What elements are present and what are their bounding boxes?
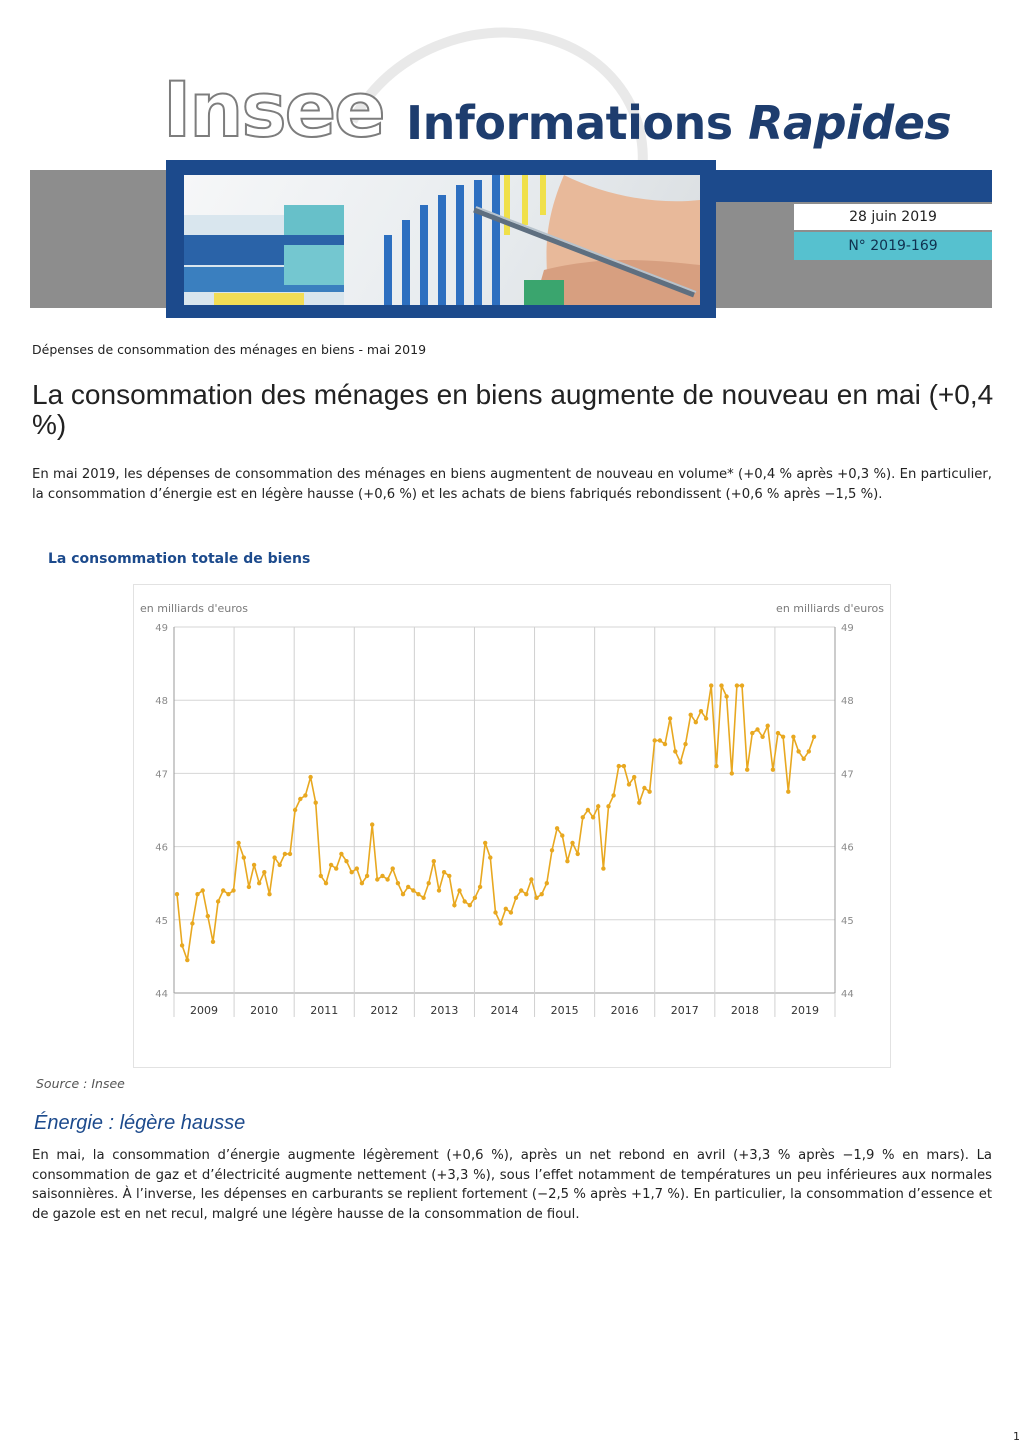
x-tick-label: 2011: [310, 1004, 339, 1017]
chart-source: Source : Insee: [36, 1076, 125, 1091]
data-point: [236, 841, 240, 845]
data-point: [242, 855, 246, 859]
data-point: [709, 683, 713, 687]
y-tick-label-right: 44: [841, 989, 854, 1000]
data-point: [175, 892, 179, 896]
data-point: [447, 874, 451, 878]
data-point: [298, 797, 302, 801]
data-point: [673, 749, 677, 753]
data-point: [642, 786, 646, 790]
data-point: [786, 790, 790, 794]
data-point: [442, 870, 446, 874]
data-point: [201, 888, 205, 892]
data-point: [391, 866, 395, 870]
y-axis-label-right: en milliards d'euros: [776, 602, 884, 615]
y-tick-label-left: 49: [155, 623, 168, 634]
data-point: [324, 881, 328, 885]
data-point: [452, 903, 456, 907]
data-point: [288, 852, 292, 856]
data-point: [221, 888, 225, 892]
data-point: [463, 899, 467, 903]
data-point: [647, 790, 651, 794]
data-point: [252, 863, 256, 867]
data-point: [468, 903, 472, 907]
x-tick-label: 2013: [430, 1004, 459, 1017]
data-point: [231, 888, 235, 892]
data-point: [740, 683, 744, 687]
data-point: [211, 940, 215, 944]
data-point: [416, 892, 420, 896]
data-point: [766, 724, 770, 728]
data-point: [555, 826, 559, 830]
series-line: [177, 686, 814, 961]
data-point: [267, 892, 271, 896]
data-point: [627, 782, 631, 786]
publication-date: 28 juin 2019: [794, 204, 992, 230]
data-point: [385, 877, 389, 881]
data-point: [365, 874, 369, 878]
data-point: [216, 899, 220, 903]
chart-series: [175, 683, 816, 962]
data-point: [750, 731, 754, 735]
x-tick-label: 2009: [190, 1004, 219, 1017]
data-point: [509, 910, 513, 914]
data-point: [483, 841, 487, 845]
data-point: [586, 808, 590, 812]
data-point: [278, 863, 282, 867]
data-point: [576, 852, 580, 856]
data-point: [791, 735, 795, 739]
data-point: [493, 910, 497, 914]
data-point: [637, 801, 641, 805]
x-tick-label: 2017: [670, 1004, 699, 1017]
header-photo: [184, 175, 700, 305]
data-point: [730, 771, 734, 775]
data-point: [606, 804, 610, 808]
data-point: [683, 742, 687, 746]
data-point: [360, 881, 364, 885]
data-point: [457, 888, 461, 892]
data-point: [180, 943, 184, 947]
data-point: [611, 793, 615, 797]
x-tick-label: 2012: [370, 1004, 399, 1017]
data-point: [185, 958, 189, 962]
y-axis-label-left: en milliards d'euros: [140, 602, 248, 615]
y-tick-label-right: 45: [841, 915, 854, 927]
data-point: [519, 888, 523, 892]
data-point: [308, 775, 312, 779]
data-point: [581, 815, 585, 819]
data-point: [776, 731, 780, 735]
chart-ticks: [155, 623, 853, 1017]
data-point: [206, 914, 210, 918]
data-point: [658, 738, 662, 742]
insee-logo: Insee: [163, 65, 384, 154]
y-tick-label-right: 48: [841, 696, 854, 708]
data-point: [622, 764, 626, 768]
data-point: [760, 735, 764, 739]
data-point: [678, 760, 682, 764]
y-tick-label-left: 45: [155, 915, 168, 927]
data-point: [195, 892, 199, 896]
lead-paragraph: En mai 2019, les dépenses de consommation des ménages en biens augmentent de nouveau en volume* (+0,4 % après +0,3 %). En particulier, la consommation d’énergie est en légère hausse (+0,6 %) et les achats de biens fabriqués rebondissent (+0,6 % après −1,5 %).: [32, 467, 992, 502]
publication-title-regular: Informations: [406, 96, 733, 150]
publication-title-italic: Rapides: [748, 96, 952, 150]
chart-container: [133, 584, 891, 1068]
data-point: [257, 881, 261, 885]
data-point: [355, 866, 359, 870]
data-point: [262, 870, 266, 874]
data-point: [745, 768, 749, 772]
data-point: [601, 866, 605, 870]
publication-number: N° 2019-169: [794, 232, 992, 260]
data-point: [350, 870, 354, 874]
data-point: [272, 855, 276, 859]
chart-title: La consommation totale de biens: [48, 551, 311, 567]
data-point: [401, 892, 405, 896]
publication-title: [406, 96, 952, 150]
data-point: [560, 833, 564, 837]
data-point: [534, 896, 538, 900]
x-tick-label: 2010: [250, 1004, 279, 1017]
x-tick-label: 2014: [490, 1004, 519, 1017]
data-point: [591, 815, 595, 819]
data-point: [421, 896, 425, 900]
data-point: [529, 877, 533, 881]
data-point: [719, 683, 723, 687]
data-point: [226, 892, 230, 896]
data-point: [247, 885, 251, 889]
data-point: [781, 735, 785, 739]
data-point: [293, 808, 297, 812]
kicker: Dépenses de consommation des ménages en biens - mai 2019: [32, 342, 427, 357]
page-number: 1: [1013, 1430, 1020, 1443]
consumption-line-chart: [134, 585, 890, 1067]
data-point: [303, 793, 307, 797]
data-point: [663, 742, 667, 746]
data-point: [617, 764, 621, 768]
data-point: [427, 881, 431, 885]
data-point: [796, 749, 800, 753]
data-point: [771, 768, 775, 772]
data-point: [514, 896, 518, 900]
data-point: [807, 749, 811, 753]
data-point: [406, 885, 410, 889]
data-point: [565, 859, 569, 863]
data-point: [190, 921, 194, 925]
data-point: [314, 801, 318, 805]
data-point: [812, 735, 816, 739]
y-tick-label-right: 47: [841, 769, 854, 781]
data-point: [283, 852, 287, 856]
x-tick-label: 2018: [730, 1004, 759, 1017]
data-point: [437, 888, 441, 892]
x-tick-label: 2015: [550, 1004, 579, 1017]
data-point: [319, 874, 323, 878]
section-title: Énergie : légère hausse: [34, 1112, 246, 1134]
data-point: [375, 877, 379, 881]
data-point: [550, 848, 554, 852]
data-point: [339, 852, 343, 856]
data-point: [668, 716, 672, 720]
y-tick-label-right: 49: [841, 623, 854, 634]
data-point: [380, 874, 384, 878]
data-point: [498, 921, 502, 925]
y-tick-label-left: 44: [155, 989, 168, 1000]
section-body: En mai, la consommation d’énergie augmente légèrement (+0,6 %), après un net rebond en avril (+3,3 % après −1,9 % en mars). La consommation de gaz et d’électricité augmente nettement (+3,3 %), sous l’effet notamment de températures un peu inférieures aux normales saisonnières. À l’inverse, les dépenses en carburants se replient fortement (−2,5 % après +1,7 %). En particulier, la consommation d’essence et de gazole est en net recul, malgré une légère hausse de la consommation de fioul.: [32, 1148, 992, 1222]
data-point: [370, 822, 374, 826]
x-tick-label: 2019: [790, 1004, 819, 1017]
data-point: [344, 859, 348, 863]
y-tick-label-left: 46: [155, 842, 168, 854]
data-point: [714, 764, 718, 768]
data-point: [653, 738, 657, 742]
data-point: [540, 892, 544, 896]
data-point: [570, 841, 574, 845]
data-point: [632, 775, 636, 779]
data-point: [524, 892, 528, 896]
headline: La consommation des ménages en biens augmente de nouveau en mai (+0,4 %): [32, 379, 994, 440]
data-point: [545, 881, 549, 885]
data-point: [755, 727, 759, 731]
data-point: [334, 866, 338, 870]
data-point: [432, 859, 436, 863]
x-tick-label: 2016: [610, 1004, 639, 1017]
data-point: [411, 888, 415, 892]
data-point: [735, 683, 739, 687]
data-point: [724, 694, 728, 698]
data-point: [329, 863, 333, 867]
data-point: [802, 757, 806, 761]
data-point: [699, 709, 703, 713]
data-point: [689, 713, 693, 717]
data-point: [478, 885, 482, 889]
y-tick-label-right: 46: [841, 842, 854, 854]
data-point: [473, 896, 477, 900]
y-tick-label-left: 48: [155, 696, 168, 708]
y-tick-label-left: 47: [155, 769, 168, 781]
data-point: [504, 907, 508, 911]
data-point: [488, 855, 492, 859]
data-point: [694, 720, 698, 724]
data-point: [396, 881, 400, 885]
data-point: [596, 804, 600, 808]
header-photo-illustration: [184, 175, 700, 305]
data-point: [704, 716, 708, 720]
